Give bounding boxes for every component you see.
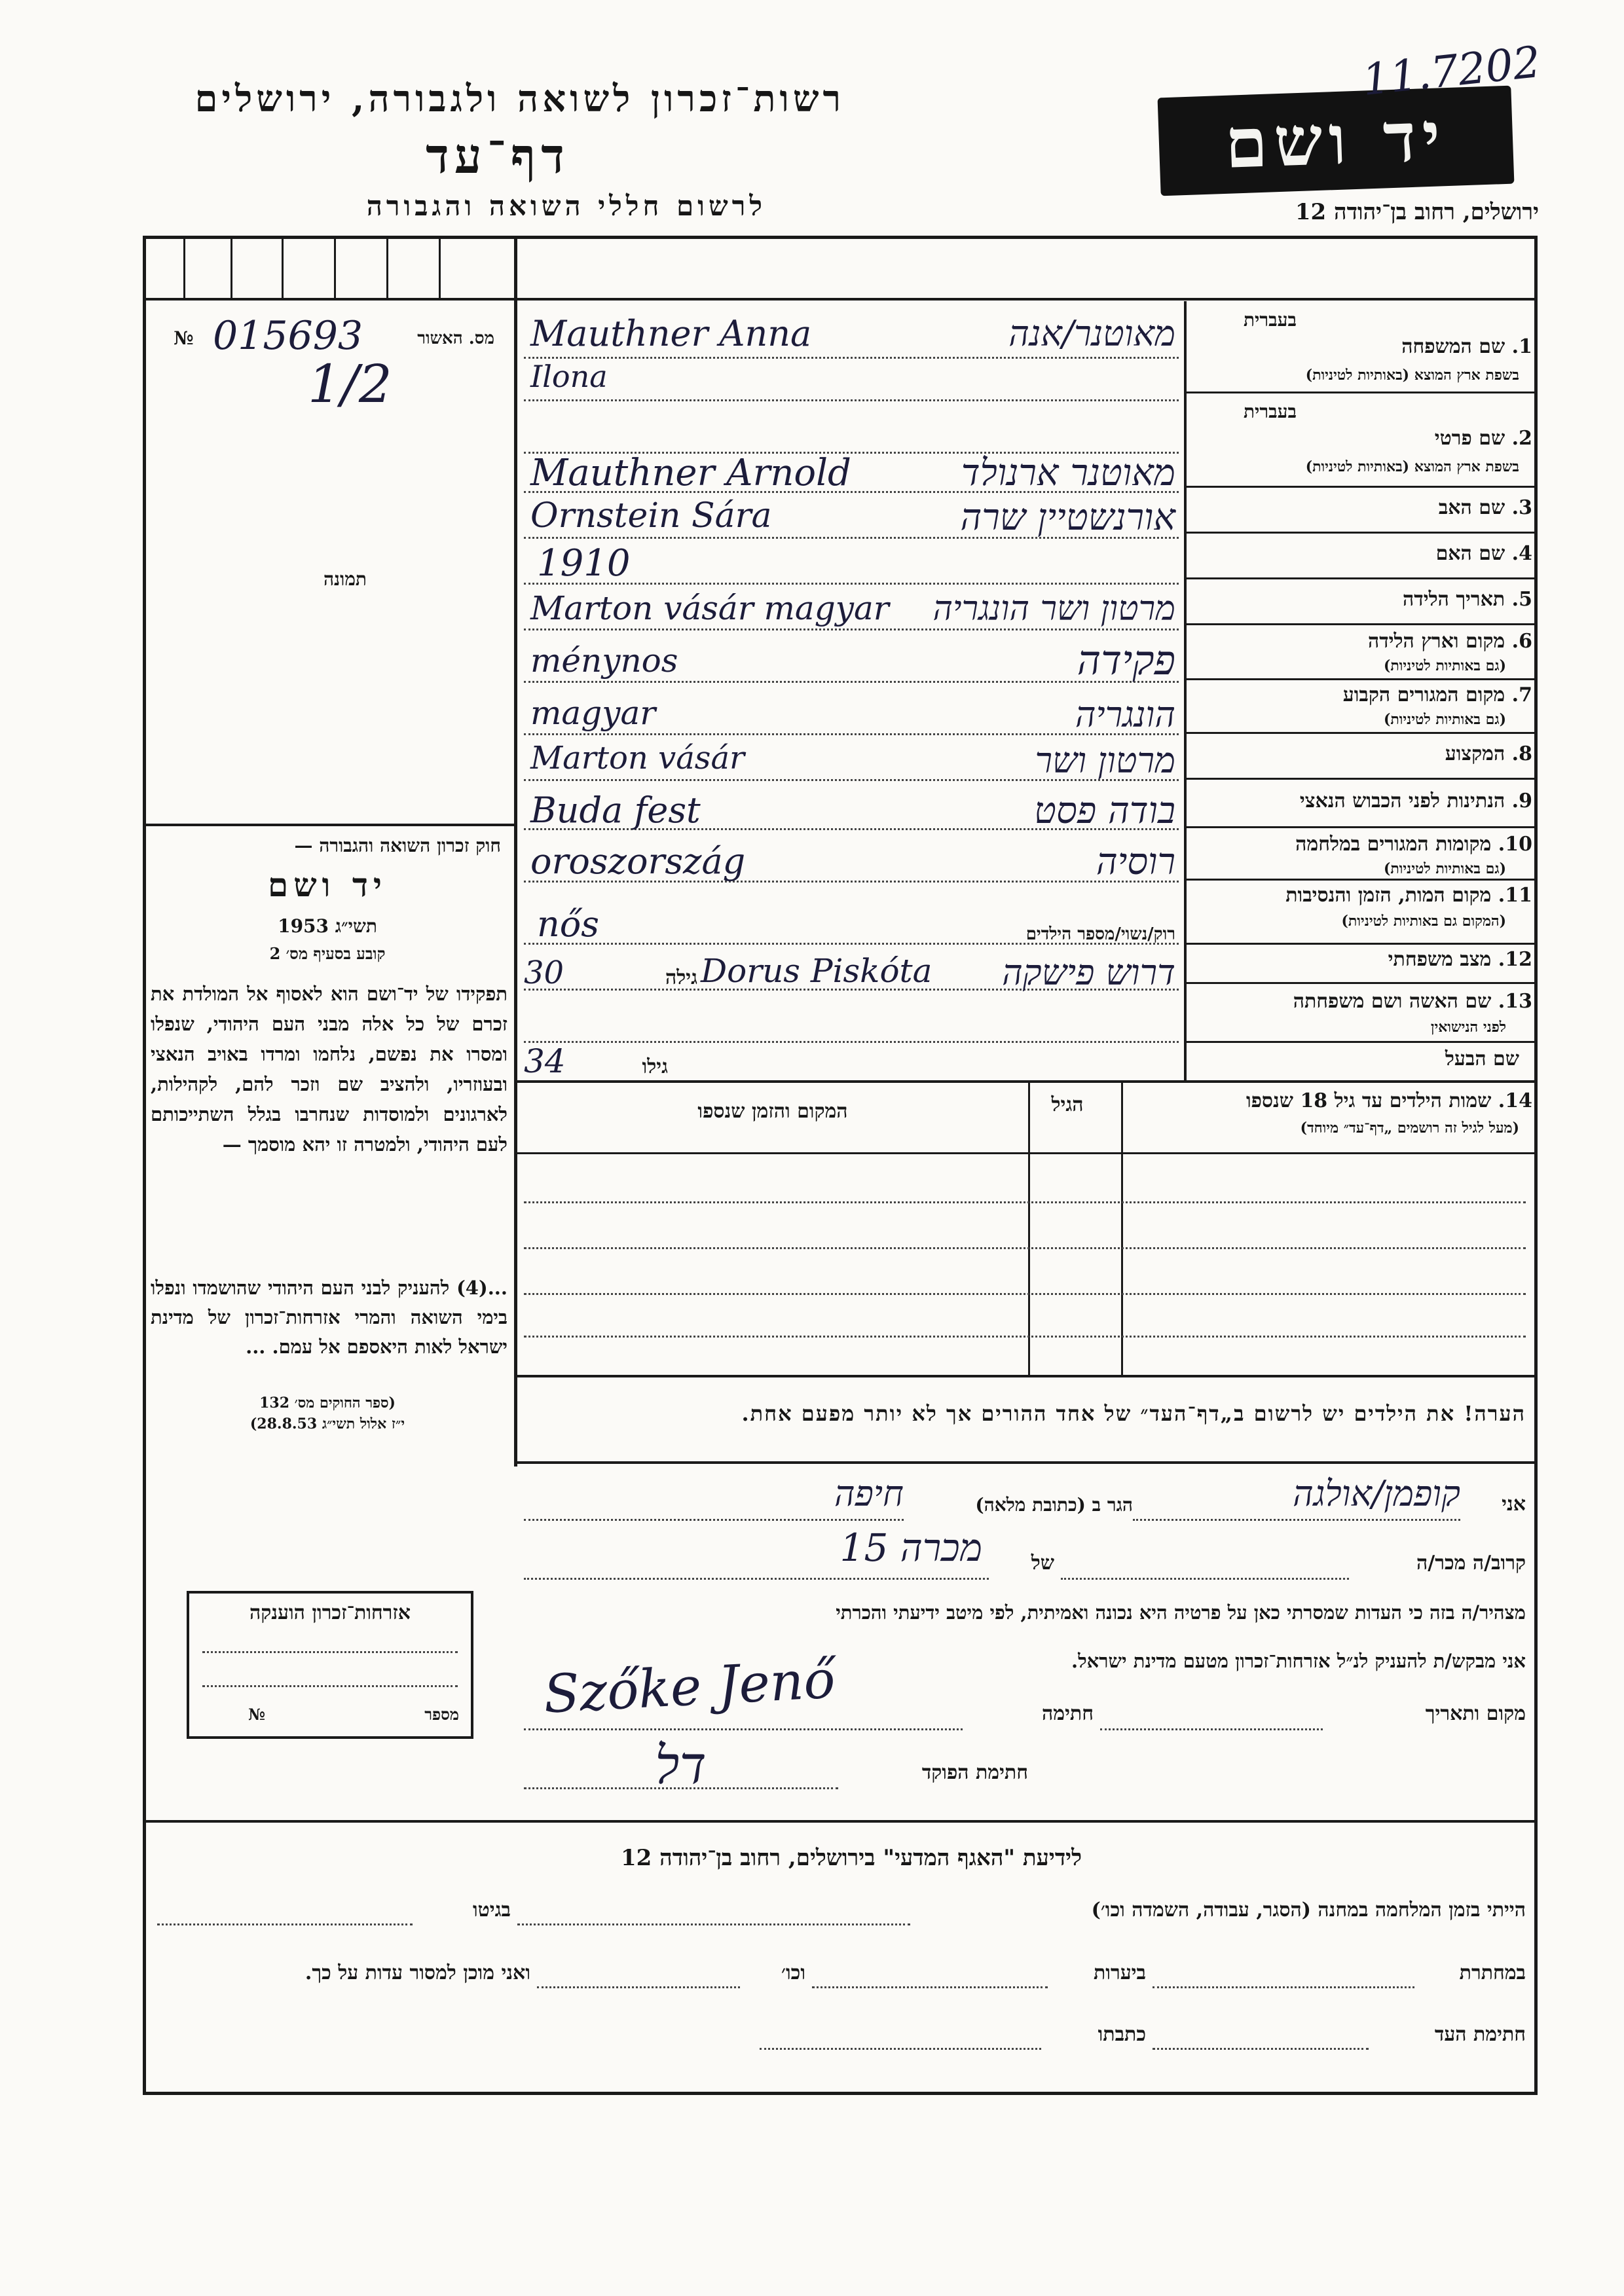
field-sub-wartime-residence: (גם באותיות לטיניות): [1383, 860, 1506, 877]
children-label: [1126, 1089, 1532, 1112]
record-number-prefix: №: [174, 327, 194, 349]
left-column-divider: [514, 236, 517, 1467]
field-label-mother-name: [1192, 542, 1532, 565]
value-line: [524, 1041, 1179, 1043]
bottom-title: לידיעת "האגף המדעי" בירושלים, רחוב בן־יהודה 12: [621, 1845, 1082, 1871]
field-label-text: שם המשפחה: [1401, 335, 1505, 358]
declarant-of-label: של: [1031, 1552, 1054, 1575]
signature-line: [524, 1728, 963, 1730]
field-label-marital-status: [1192, 948, 1532, 971]
field-label-profession: [1192, 742, 1532, 765]
bottom-row2-forests: ביערות: [1093, 1961, 1146, 1984]
children-col-divider: [1028, 1080, 1030, 1375]
field-label-text: שם האם: [1435, 542, 1505, 565]
wife-name-latin: Dorus Piskóta: [701, 952, 932, 990]
nationality-latin: Marton vásár: [530, 740, 745, 776]
declarant-of-line: [524, 1578, 989, 1580]
children-table-bottom: [514, 1375, 1538, 1377]
bottom-row2-line: [812, 1986, 1048, 1988]
value-line: [524, 399, 1179, 401]
declarant-i-label: אני: [1502, 1493, 1526, 1516]
field-sub-death-place: (המקום גם באותיות לטיניות): [1341, 913, 1506, 930]
children-col-divider: [1121, 1080, 1123, 1375]
cell-divider: [386, 236, 388, 300]
citizenship-box-title: אזרחות־זכרון הוענקה: [249, 1601, 411, 1624]
field-label-text: מצב משפחתי: [1388, 948, 1492, 971]
wife-age-value: 30: [524, 955, 564, 991]
cell-divider: [439, 236, 441, 300]
children-header-bottom: [514, 1152, 1538, 1154]
field-label-text: שם האשה ושם משפחתה: [1293, 990, 1492, 1013]
address: ירושלים, רחוב בן־יהודה 12: [1295, 199, 1539, 225]
value-line: [524, 357, 1179, 359]
declarant-statement: מצהיר/ה בזה כי העדות שמסרתי כאן על פרטיה היא נכונה ואמיתית, לפי מיטב ידיעתי והכרתי: [836, 1601, 1526, 1624]
citizenship-box: [187, 1591, 473, 1739]
officer-signature-label: חתימת הפוקד: [921, 1761, 1028, 1784]
hebrew-tag-2: בעברית: [1243, 401, 1297, 422]
field-label-text: שם פרטי: [1434, 427, 1505, 450]
field-label-text: תאריך הלידה: [1403, 588, 1505, 611]
row-line: [1184, 1041, 1538, 1043]
field-label-wife-name: [1192, 990, 1532, 1013]
declarant-relation-label: קרוב/ה מכר/ה: [1416, 1552, 1526, 1575]
children-row-line: [524, 1336, 1526, 1338]
place-date-line: [1100, 1728, 1323, 1730]
field-label-birth-date: [1192, 588, 1532, 611]
photo-label: תמונה: [323, 568, 367, 590]
field-label-nationality: [1192, 790, 1532, 812]
field-label-husband-name: שם הבעל: [1445, 1048, 1519, 1070]
field-label-text: מקומות המגורים במלחמה: [1295, 833, 1492, 856]
bottom-row1-start: הייתי בזמן המלחמה במחנה (הסגר, עבודה, השמדה וכו׳): [1091, 1899, 1526, 1922]
husband-age-label: גילו: [642, 1055, 668, 1078]
row-line: [1184, 392, 1538, 393]
children-col-place: המקום והזמן שנספו: [697, 1100, 848, 1123]
row-line: [1184, 826, 1538, 828]
bottom-row2-start: במחתרת: [1459, 1961, 1526, 1984]
yad-vashem-logo: [1158, 86, 1515, 196]
field-label-father-name: [1192, 496, 1532, 519]
law-source: (ספר החוקים מס׳ 132: [259, 1394, 396, 1412]
cell-divider: [183, 236, 185, 300]
field-number: 11.: [1498, 884, 1532, 907]
field-number: 9.: [1511, 790, 1532, 812]
birth-date-value: 1910: [537, 542, 631, 585]
field-number: 2.: [1511, 427, 1532, 450]
law-title: חוק זכרון השואה והגבורה —: [294, 835, 501, 856]
field-label-text: מקום המות, הזמן והנסיבות: [1285, 884, 1492, 907]
wife-name-hebrew: דרוש פישקה: [1002, 952, 1175, 993]
value-line: [524, 629, 1179, 630]
field-number: 12.: [1498, 948, 1532, 971]
field-number: 1.: [1511, 335, 1532, 358]
field-label-family-name: [1192, 335, 1532, 358]
archive-stamp-number: 11.7202: [1359, 36, 1543, 106]
frame-bottom: [143, 2092, 1538, 2095]
field-sub-residence: (גם באותיות לטיניות): [1383, 711, 1506, 728]
children-col-age: הגיל: [1051, 1093, 1084, 1116]
signature-label: חתימה: [1042, 1702, 1094, 1725]
field-number: 4.: [1511, 542, 1532, 565]
field-label-birth-place: [1192, 630, 1532, 653]
authority-title: רשות־זכרון לשואה ולגבורה, ירושלים: [194, 77, 845, 120]
row-line: [1184, 678, 1538, 680]
bottom-address-label: כתבתו: [1098, 2023, 1146, 2046]
children-row-line: [524, 1247, 1526, 1249]
birth-place-hebrew: מרטון ושר הונגריה: [932, 589, 1175, 629]
citizenship-number-prefix: №: [248, 1705, 266, 1724]
residence-hebrew: פקידה: [1077, 636, 1175, 684]
declarant-address-line: [524, 1519, 904, 1521]
record-number-label: מס. האשור: [417, 329, 494, 348]
officer-signature-value: דל: [655, 1735, 707, 1796]
field-number: 7.: [1511, 683, 1532, 706]
declarant-address: חיפה: [834, 1473, 904, 1514]
children-row-line: [524, 1201, 1526, 1203]
form-title: דף־עד: [426, 128, 570, 185]
field-sub-birth-place: (גם באותיות לטיניות): [1383, 657, 1506, 674]
declarant-residing-label: הגר ב (כתובת מלאה): [975, 1494, 1133, 1516]
mother-name-latin: Ornstein Sára: [530, 496, 772, 536]
bottom-row1-end-line: [157, 1923, 413, 1925]
family-name-hebrew: מאוטנר/אנה: [1008, 313, 1175, 354]
top-strip-bottom: [143, 298, 1538, 301]
marital-status-value: nős: [537, 903, 600, 945]
signature-value: Szőke Jenő: [542, 1649, 837, 1725]
cell-divider: [282, 236, 284, 300]
field-number: 13.: [1498, 990, 1532, 1013]
death-place-hebrew: רוסיה: [1096, 841, 1175, 883]
bottom-row2-line: [537, 1986, 740, 1988]
citizenship-number-label: מספר: [424, 1705, 459, 1724]
declarant-name-line: [1133, 1519, 1460, 1521]
record-number-suffix: 1/2: [308, 354, 392, 414]
row-line: [1184, 732, 1538, 734]
field-sub-wife-name: לפני הנישואין: [1430, 1019, 1506, 1036]
declarant-relation-value: מכרה 15: [840, 1525, 982, 1570]
field-label-text: מקום המגורים הקבוע: [1342, 683, 1505, 706]
wartime-residence-hebrew: בודה פסט: [1034, 790, 1175, 832]
row-line: [1184, 982, 1538, 984]
bottom-row1-line: [517, 1923, 910, 1925]
row-line: [1184, 577, 1538, 579]
declarant-request: אני מבקש/ת להעניק לנ״ל אזרחות־זכרון מטעם מדינת ישראל.: [1071, 1650, 1526, 1672]
form-subtitle: לרשום חללי השואה והגבורה: [366, 190, 766, 222]
row-line: [1184, 486, 1538, 488]
children-row-line: [524, 1293, 1526, 1295]
father-name-latin: Mauthner Arnold: [530, 452, 851, 494]
hebrew-tag-1: בעברית: [1243, 309, 1297, 331]
profession-hebrew: הונגריה: [1075, 694, 1175, 735]
citizenship-line: [202, 1651, 458, 1653]
row-line: [1184, 879, 1538, 881]
row-line: [1184, 943, 1538, 945]
bottom-row2-etc: וכו׳: [781, 1961, 805, 1984]
law-name: יד ושם: [268, 866, 387, 904]
field-label-death-place: [1192, 884, 1532, 907]
children-sub: (מעל לגיל זה רושמים „דף־עד״ מיוחד): [1300, 1120, 1519, 1137]
field-label-residence: [1192, 683, 1532, 706]
wartime-residence-latin: Buda fest: [530, 790, 701, 831]
field-number: 14.: [1498, 1089, 1532, 1112]
declarant-relation-line: [1061, 1578, 1349, 1580]
birth-place-latin: Marton vásár magyar: [530, 589, 889, 627]
photo-area-bottom: [143, 824, 516, 826]
bottom-section-top: [143, 1820, 1538, 1823]
death-place-latin: oroszország: [530, 841, 746, 882]
frame-right: [1534, 236, 1538, 2095]
declarant-name: קופמן/אולגה: [1293, 1473, 1460, 1514]
wife-age-label: גילה: [665, 966, 697, 989]
marital-status-options: רוק/נשוי/מספר הילדים: [1025, 924, 1175, 944]
field-sub-first-name: בשפת ארץ המוצא (באותיות לטיניות): [1305, 458, 1519, 475]
field-number: 5.: [1511, 588, 1532, 611]
bottom-row3-line: [1153, 2048, 1369, 2050]
residence-latin: ménynos: [530, 642, 678, 680]
field-label-text: שמות הילדים עד גיל 18 שנספו: [1246, 1089, 1492, 1112]
row-line: [1184, 623, 1538, 625]
field-number: 3.: [1511, 496, 1532, 519]
field-label-wartime-residence: [1192, 833, 1532, 856]
bottom-row1-end: בגיטו: [472, 1899, 511, 1922]
field-label-text: שם האב: [1438, 496, 1505, 519]
family-name-latin: Mauthner Anna: [530, 313, 812, 354]
bottom-row2-end: ואני מוכן למסור עדות על כך.: [304, 1961, 530, 1984]
frame-top: [143, 236, 1538, 239]
husband-age-value: 34: [524, 1042, 566, 1080]
law-clause-4: ...(4) להעניק לבני העם היהודי שהושמדו ונפלו בימי השואה והמרי אזרחות־זכרון של מדינת ישראל לאות היאספם אל עמם. ...: [151, 1277, 507, 1358]
law-body: תפקידו של יד־ושם הוא לאסוף אל המולדת את זכרם של כל אלה מבני העם היהודי, שנפלו ומסרו את נפשם, נלחמו ומרדו באויב הנאצי ובעוזריו, ולהציב שם וזכר להם, לקהילות, לארגונים ולמוסדות שנחרבו בגלל השתייכותם לעם היהודי, ולמטרה זו יהא מוסמך —: [151, 983, 507, 1156]
row-line: [1184, 778, 1538, 780]
family-name-latin-2: Ilona: [530, 359, 608, 394]
field-label-text: המקצוע: [1445, 742, 1505, 765]
place-date-label: מקום ותאריך: [1425, 1702, 1526, 1725]
field-label-text: מקום וארץ הלידה: [1367, 630, 1505, 653]
row-line: [1184, 532, 1538, 534]
cell-divider: [231, 236, 232, 300]
frame-left: [143, 236, 146, 2095]
field-number: 10.: [1498, 833, 1532, 856]
note-bottom: [514, 1461, 1538, 1464]
citizenship-line: [202, 1685, 458, 1687]
bottom-witness-signature-label: חתימת העד: [1434, 2023, 1526, 2046]
children-table-top: [514, 1080, 1538, 1083]
nationality-hebrew: מרטון ושר: [1035, 740, 1175, 781]
cell-divider: [334, 236, 336, 300]
field-number: 6.: [1511, 630, 1532, 653]
father-name-hebrew: מאוטנר ארנולד: [961, 452, 1175, 494]
labels-column-divider: [1184, 301, 1187, 1080]
logo-text: יד ושם: [1223, 96, 1449, 184]
record-number-value: 015693: [213, 313, 363, 359]
field-label-text: הנתינות לפני הכבוש הנאצי: [1299, 790, 1505, 812]
law-year: תשי״ג 1953: [278, 915, 377, 937]
children-note: הערה! את הילדים יש לרשום ב„דף־העד״ של אחד ההורים אך לא יותר מפעם אחת.: [741, 1401, 1526, 1426]
field-sub-family-name: בשפת ארץ המוצא (באותיות לטיניות): [1305, 367, 1519, 384]
bottom-row3-line: [760, 2048, 1041, 2050]
law-source-date: י״ז אלול תשי״ג 28.8.53): [249, 1415, 405, 1432]
officer-signature-line: [524, 1787, 838, 1789]
law-clause: קובע בסעיף מס׳ 2: [269, 944, 386, 963]
bottom-row2-line: [1153, 1986, 1414, 1988]
mother-name-hebrew: אורנשטיין שרה: [960, 496, 1175, 539]
field-number: 8.: [1511, 742, 1532, 765]
profession-latin: magyar: [530, 694, 656, 732]
field-label-first-name: [1192, 427, 1532, 450]
